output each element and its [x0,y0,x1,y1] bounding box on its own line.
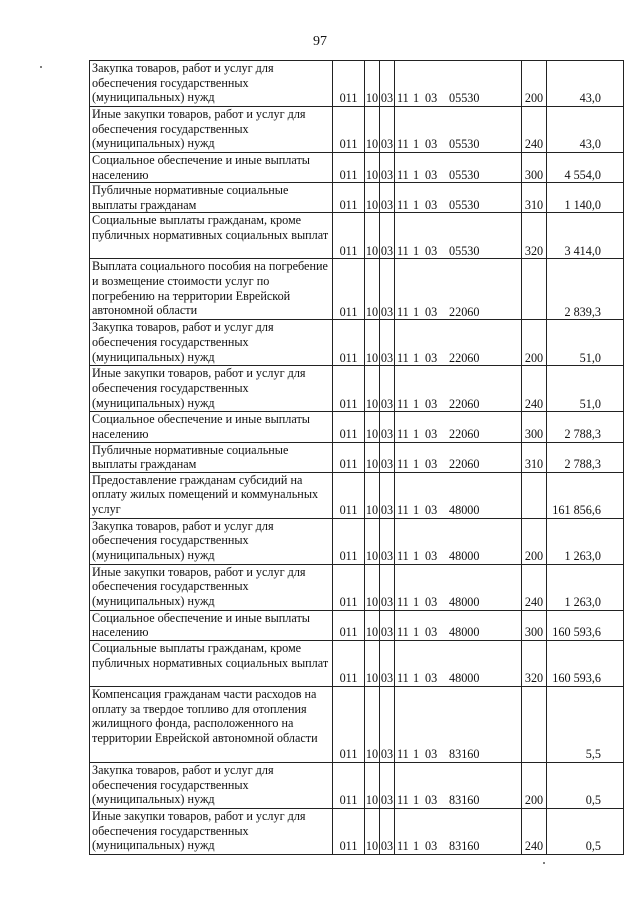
target-article-cell [395,183,522,213]
program-code: 11 [397,595,409,610]
ministry-code-cell: 011 [333,640,365,686]
ministry-code-cell: 011 [333,259,365,320]
section-code-cell: 10 [365,320,380,366]
section-code-cell: 10 [365,213,380,259]
table-row [90,808,624,854]
program-code: 11 [397,137,409,152]
table-row [90,412,624,442]
direction-code: 05530 [449,137,480,152]
table-row [90,472,624,518]
subsection-code-cell: 03 [380,61,395,107]
direction-code: 22060 [449,396,480,411]
table-row [90,610,624,640]
row-name-cell: Закупка товаров, работ и услуг для обеспечения государственных (муниципальных) нужд [90,61,333,107]
target-article-cell [395,686,522,762]
section-code-cell: 10 [365,153,380,183]
subsection-code-cell: 03 [380,472,395,518]
direction-code: 48000 [449,503,480,518]
expense-type-cell: 240 [522,107,547,153]
main-event-code: 03 [425,350,438,365]
amount-cell: 2 839,3 [547,259,624,320]
subprogram-code: 1 [413,747,420,762]
target-article-cell [395,259,522,320]
row-name-cell: Публичные нормативные социальные выплаты гражданам [90,442,333,472]
direction-code: 48000 [449,549,480,564]
row-name-cell: Закупка товаров, работ и услуг для обеспечения государственных (муниципальных) нужд [90,762,333,808]
row-name-cell: Иные закупки товаров, работ и услуг для обеспечения государственных (муниципальных) нужд [90,366,333,412]
target-article-cell [395,640,522,686]
row-name-cell: Закупка товаров, работ и услуг для обеспечения государственных (муниципальных) нужд [90,320,333,366]
subsection-code-cell: 03 [380,808,395,854]
row-name-cell: Социальные выплаты гражданам, кроме публичных нормативных социальных выплат [90,640,333,686]
subprogram-code: 1 [413,503,420,518]
amount-cell: 161 856,6 [547,472,624,518]
direction-code: 05530 [449,91,480,106]
subsection-code-cell: 03 [380,153,395,183]
direction-code: 48000 [449,671,480,686]
subsection-code-cell: 03 [380,640,395,686]
section-code-cell: 10 [365,518,380,564]
table-row [90,153,624,183]
section-code-cell: 10 [365,808,380,854]
main-event-code: 03 [425,137,438,152]
section-code-cell: 10 [365,610,380,640]
expense-type-cell: 300 [522,610,547,640]
main-event-code: 03 [425,671,438,686]
subprogram-code: 1 [413,625,420,640]
expense-type-cell [522,259,547,320]
ministry-code-cell: 011 [333,366,365,412]
program-code: 11 [397,197,409,212]
row-name-cell: Предоставление гражданам субсидий на оплату жилых помещений и коммунальных услуг [90,472,333,518]
amount-cell: 43,0 [547,61,624,107]
row-name-cell: Социальное обеспечение и иные выплаты населению [90,153,333,183]
expense-type-cell: 200 [522,61,547,107]
direction-code: 22060 [449,426,480,441]
subprogram-code: 1 [413,595,420,610]
scan-speck [543,862,545,864]
expense-type-cell: 200 [522,518,547,564]
target-article-cell [395,213,522,259]
ministry-code-cell: 011 [333,153,365,183]
subprogram-code: 1 [413,137,420,152]
direction-code: 22060 [449,350,480,365]
table-row [90,686,624,762]
ministry-code-cell: 011 [333,213,365,259]
ministry-code-cell: 011 [333,61,365,107]
subsection-code-cell: 03 [380,213,395,259]
program-code: 11 [397,91,409,106]
expense-type-cell [522,472,547,518]
section-code-cell: 10 [365,472,380,518]
ministry-code-cell: 011 [333,808,365,854]
direction-code: 05530 [449,243,480,258]
table-row [90,107,624,153]
section-code-cell: 10 [365,366,380,412]
subsection-code-cell: 03 [380,564,395,610]
subsection-code-cell: 03 [380,686,395,762]
table-row [90,762,624,808]
table-row [90,564,624,610]
expense-type-cell: 320 [522,213,547,259]
row-name-cell: Выплата социального пособия на погребение и возмещение стоимости услуг по погребению на территории Еврейской автономной области [90,259,333,320]
table-row [90,366,624,412]
direction-code: 48000 [449,595,480,610]
target-article-cell [395,442,522,472]
subprogram-code: 1 [413,396,420,411]
expense-type-cell: 240 [522,366,547,412]
target-article-cell [395,107,522,153]
subprogram-code: 1 [413,243,420,258]
program-code: 11 [397,839,409,854]
table-row [90,259,624,320]
section-code-cell: 10 [365,412,380,442]
direction-code: 05530 [449,197,480,212]
section-code-cell: 10 [365,564,380,610]
ministry-code-cell: 011 [333,686,365,762]
ministry-code-cell: 011 [333,183,365,213]
section-code-cell: 10 [365,640,380,686]
amount-cell: 1 140,0 [547,183,624,213]
program-code: 11 [397,457,409,472]
subprogram-code: 1 [413,350,420,365]
main-event-code: 03 [425,625,438,640]
ministry-code-cell: 011 [333,442,365,472]
main-event-code: 03 [425,793,438,808]
row-name-cell: Социальные выплаты гражданам, кроме публичных нормативных социальных выплат [90,213,333,259]
ministry-code-cell: 011 [333,762,365,808]
table-row [90,320,624,366]
row-name-cell: Иные закупки товаров, работ и услуг для обеспечения государственных (муниципальных) нужд [90,808,333,854]
amount-cell: 2 788,3 [547,442,624,472]
amount-cell: 4 554,0 [547,153,624,183]
expense-type-cell: 300 [522,412,547,442]
main-event-code: 03 [425,426,438,441]
table-row [90,640,624,686]
direction-code: 22060 [449,304,480,319]
row-name-cell: Социальное обеспечение и иные выплаты населению [90,610,333,640]
amount-cell: 160 593,6 [547,610,624,640]
amount-cell: 51,0 [547,320,624,366]
ministry-code-cell: 011 [333,412,365,442]
table-row [90,518,624,564]
target-article-cell [395,61,522,107]
table-body [90,61,624,855]
program-code: 11 [397,304,409,319]
page-number: 97 [313,34,327,49]
main-event-code: 03 [425,91,438,106]
ministry-code-cell: 011 [333,610,365,640]
main-event-code: 03 [425,549,438,564]
program-code: 11 [397,503,409,518]
main-event-code: 03 [425,167,438,182]
target-article-cell [395,472,522,518]
amount-cell: 160 593,6 [547,640,624,686]
subprogram-code: 1 [413,304,420,319]
subsection-code-cell: 03 [380,518,395,564]
main-event-code: 03 [425,197,438,212]
amount-cell: 0,5 [547,808,624,854]
program-code: 11 [397,793,409,808]
amount-cell: 1 263,0 [547,564,624,610]
subprogram-code: 1 [413,793,420,808]
row-name-cell: Социальное обеспечение и иные выплаты населению [90,412,333,442]
expense-type-cell: 240 [522,564,547,610]
amount-cell: 5,5 [547,686,624,762]
expense-type-cell: 310 [522,183,547,213]
main-event-code: 03 [425,457,438,472]
target-article-cell [395,412,522,442]
subsection-code-cell: 03 [380,442,395,472]
ministry-code-cell: 011 [333,564,365,610]
main-event-code: 03 [425,747,438,762]
target-article-cell [395,366,522,412]
ministry-code-cell: 011 [333,472,365,518]
subprogram-code: 1 [413,167,420,182]
direction-code: 05530 [449,167,480,182]
program-code: 11 [397,396,409,411]
amount-cell: 1 263,0 [547,518,624,564]
subsection-code-cell: 03 [380,320,395,366]
amount-cell: 0,5 [547,762,624,808]
program-code: 11 [397,625,409,640]
subsection-code-cell: 03 [380,412,395,442]
expense-type-cell: 200 [522,762,547,808]
main-event-code: 03 [425,595,438,610]
subprogram-code: 1 [413,197,420,212]
amount-cell: 3 414,0 [547,213,624,259]
section-code-cell: 10 [365,259,380,320]
expense-type-cell: 310 [522,442,547,472]
main-event-code: 03 [425,243,438,258]
direction-code: 83160 [449,793,480,808]
target-article-cell [395,610,522,640]
direction-code: 83160 [449,747,480,762]
subsection-code-cell: 03 [380,107,395,153]
expense-type-cell: 240 [522,808,547,854]
direction-code: 83160 [449,839,480,854]
section-code-cell: 10 [365,107,380,153]
main-event-code: 03 [425,396,438,411]
subsection-code-cell: 03 [380,259,395,320]
row-name-cell: Иные закупки товаров, работ и услуг для обеспечения государственных (муниципальных) нужд [90,107,333,153]
subprogram-code: 1 [413,671,420,686]
target-article-cell [395,762,522,808]
table-row [90,442,624,472]
section-code-cell: 10 [365,442,380,472]
target-article-cell [395,320,522,366]
subsection-code-cell: 03 [380,183,395,213]
subprogram-code: 1 [413,426,420,441]
expense-type-cell [522,686,547,762]
ministry-code-cell: 011 [333,320,365,366]
direction-code: 22060 [449,457,480,472]
budget-table [89,60,624,855]
target-article-cell [395,808,522,854]
subprogram-code: 1 [413,549,420,564]
program-code: 11 [397,671,409,686]
expense-type-cell: 320 [522,640,547,686]
subsection-code-cell: 03 [380,366,395,412]
program-code: 11 [397,549,409,564]
main-event-code: 03 [425,503,438,518]
subprogram-code: 1 [413,839,420,854]
table-row [90,213,624,259]
section-code-cell: 10 [365,686,380,762]
section-code-cell: 10 [365,183,380,213]
target-article-cell [395,564,522,610]
program-code: 11 [397,167,409,182]
row-name-cell: Закупка товаров, работ и услуг для обеспечения государственных (муниципальных) нужд [90,518,333,564]
target-article-cell [395,153,522,183]
row-name-cell: Публичные нормативные социальные выплаты гражданам [90,183,333,213]
amount-cell: 43,0 [547,107,624,153]
table-row [90,61,624,107]
direction-code: 48000 [449,625,480,640]
amount-cell: 51,0 [547,366,624,412]
subprogram-code: 1 [413,457,420,472]
expense-type-cell: 200 [522,320,547,366]
subprogram-code: 1 [413,91,420,106]
subsection-code-cell: 03 [380,762,395,808]
main-event-code: 03 [425,304,438,319]
program-code: 11 [397,426,409,441]
program-code: 11 [397,350,409,365]
target-article-cell [395,518,522,564]
scan-speck [40,66,42,68]
row-name-cell: Компенсация гражданам части расходов на оплату за твердое топливо для отопления жилищного фонда, расположенного на территории Еврейской автономной области [90,686,333,762]
main-event-code: 03 [425,839,438,854]
ministry-code-cell: 011 [333,518,365,564]
ministry-code-cell: 011 [333,107,365,153]
amount-cell: 2 788,3 [547,412,624,442]
row-name-cell: Иные закупки товаров, работ и услуг для обеспечения государственных (муниципальных) нужд [90,564,333,610]
program-code: 11 [397,747,409,762]
table-row [90,183,624,213]
program-code: 11 [397,243,409,258]
expense-type-cell: 300 [522,153,547,183]
section-code-cell: 10 [365,61,380,107]
subsection-code-cell: 03 [380,610,395,640]
section-code-cell: 10 [365,762,380,808]
